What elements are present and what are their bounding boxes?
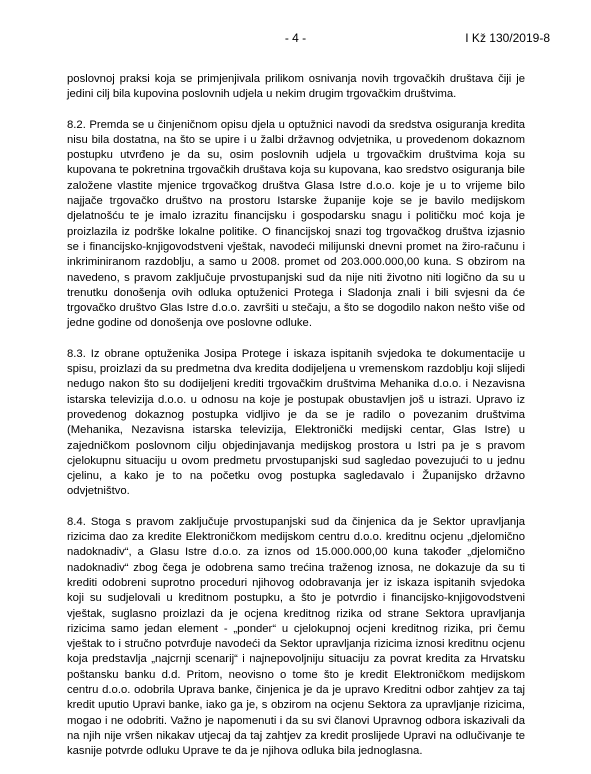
document-body xyxy=(67,72,525,774)
paragraph-8-2: 8.2. Premda se u činjeničnom opisu djela u optužnici navodi da sredstva osiguranja kredita nisu bila dostatna, na što se upire i u žalbi državnog odvjetnika, u provedenom dokaznom postupku utvrđeno je da su, osim poslovnih udjela u trgovačkim društvima koja su kupovana te pokretnina trgovačkih društava koja su kupovana, kao sredstvo osiguranja bile založene vlastite mjenice trgovačkog društva Glasa Istre d.o.o. koje je u to vrijeme bilo najjače trgovačko društvo na prostoru Istarske županije koje se je bavilo medijskom djelatnošću te je imalo izrazitu financijsku i gospodarsku snagu i političku moć koja je proizlazila iz podrške lokalne politike. O financijskoj snazi tog trgovačkog društva izjasnio se i financijsko-knjigovodstveni vještak, navodeći milijunski dnevni promet na žiro-računu i inkriminiranom razdoblju, a samo u 2008. promet od 203.000.000,00 kuna. S obzirom na navedeno, s pravom zaključuje prvostupanjski sud da nije niti životno niti logično da su u trenutku donošenja ovih odluka optuženici Protega i Sladonja znali i bili svjesni da će trgovačko društvo Glas Istre d.o.o. završiti u stečaju, a što se dogodilo nakon nešto više od jedne godine od donošenja ove poslovne odluke. xyxy=(67,118,525,330)
paragraph-8-3: 8.3. Iz obrane optuženika Josipa Protege i iskaza ispitanih svjedoka te dokumentacije u spisu, proizlazi da su predmetna dva kredita dodijeljena u vremenskom razdoblju koji slijedi nedugo nakon što su dodijeljeni krediti trgovačkim društvima Mehanika d.o.o. i Nezavisna istarska televizija d.o.o. u odnosu na koje je postupak obustavljen još u istrazi. Upravo iz provedenog dokaznog postupka vidljivo je da se je radilo o povezanim društvima (Mehanika, Nezavisna istarska televizija, Elektronički medijski centar, Glas Istre) u zajedničkom poslovnom cilju objedinjavanja medijskog prostora u Istri pa je s pravom cjelokupnu situaciju u ovom predmetu prvostupanjski sud sagledao povezujući to u jednu cjelinu, a kako je to na početku ovog postupka sagledavalo i Županijsko državno odvjetništvo. xyxy=(67,347,525,498)
page-number: - 4 - xyxy=(284,31,307,45)
case-number: I Kž 130/2019-8 xyxy=(465,31,550,45)
paragraph-continuation: poslovnoj praksi koja se primjenjivala prilikom osnivanja novih trgovačkih društava čiji je jedini cilj bila kupovina poslovnih udjela u nekim drugim trgovačkim društvima. xyxy=(67,73,525,101)
paragraph-8-4: 8.4. Stoga s pravom zaključuje prvostupanjski sud da činjenica da je Sektor upravljanja rizicima dao za kredite Elektroničkom medijskom centru d.o.o. kreditnu ocjenu „djelomično nadoknadiv“, a Glasu Istre d.o.o. za iznos od 15.000.000,00 kuna također „djelomično nadoknadiv“ zbog čega je odobrena samo trećina traženog iznosa, ne dokazuje da su ti krediti odobreni suprotno proceduri njihovog odobravanja jer iz iskaza ispitanih svjedoka koji su sudjelovali u kreditnom postupku, a što je potvrdio i financijsko-knjigovodstveni vještak, suglasno proizlazi da je ocjena kreditnog rizika od strane Sektora upravljanja rizicima samo jedan element - „ponder“ u cjelokupnoj ocjeni kreditnog rizika, pri čemu vještak to i stručno potvrđuje navodeći da Sektor upravljanja rizicima iznosi kreditnu ocjenu koja predstavlja „najcrnji scenarij“ i najnepovoljniju situaciju za povrat kredita za Hrvatsku poštansku banku d.d. Pritom, neovisno o tome što je kredit Elektroničkom medijskom centru d.o.o. odobrila Uprava banke, činjenica je da je upravo Kreditni odbor zahtjev za taj kredit uputio Upravi banke, iako ga je, s obzirom na ocjenu Sektora za upravljanje rizicima, mogao i ne odobriti. Važno je napomenuti i da su svi članovi Upravnog odbora iskazivali da na njih nije vršen nikakav utjecaj da taj zahtjev za kredit proslijede Upravi na odlučivanje te kasnije potvrde odluku Uprave te da je njihova odluka bila jednoglasna. xyxy=(67,515,525,758)
